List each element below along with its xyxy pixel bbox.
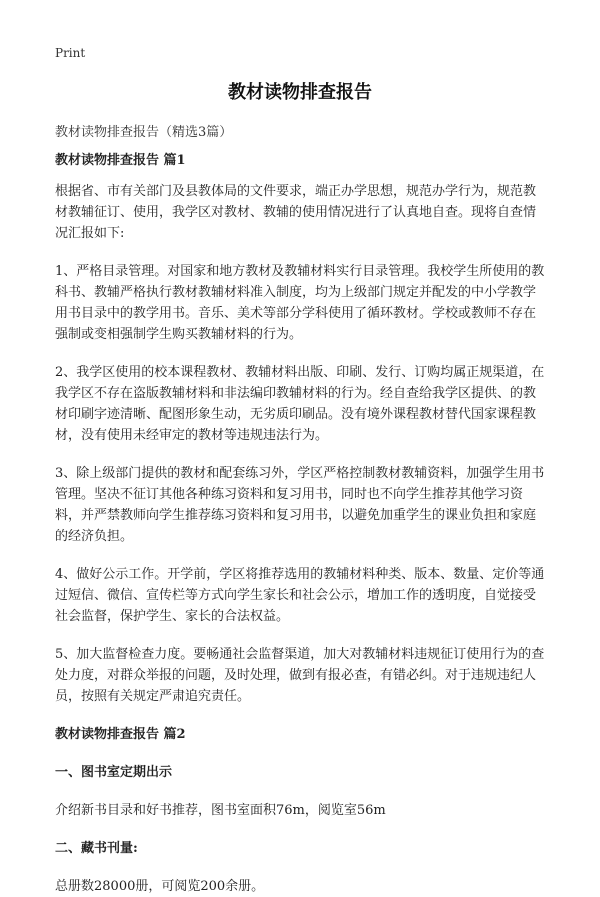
article2-section1-text: 介绍新书目录和好书推荐，图书室面积76m，阅览室56m <box>55 803 386 818</box>
article2-section2-text: 总册数28000册，可阅览200余册。 <box>55 879 265 894</box>
article1-paragraph-1: 1、严格目录管理。对国家和地方教材及教辅材料实行目录管理。我校学生所使用的教科书、教辅严格执行教材教辅材料准入制度，均为上级部门规定并配发的中小学教学用书目录中的教学用书。音乐、美术等部分学科使用了循环教材。学校或教师不存在强制或变相强制学生购买教辅材料的行为。 <box>55 264 545 342</box>
article1-paragraph-4: 4、做好公示工作。开学前，学区将推荐选用的教辅材料种类、版本、数量、定价等通过短信、微信、宣传栏等方式向学生家长和社会公示，增加工作的透明度，自觉接受社会监督，保护学生、家长的合法权益。 <box>55 567 545 624</box>
print-link[interactable]: Print <box>55 46 86 60</box>
article1-heading: 教材读物排查报告 篇1 <box>55 153 186 168</box>
article1-paragraph-5: 5、加大监督检查力度。要畅通社会监督渠道，加大对教辅材料违规征订使用行为的查处力度，对群众举报的问题，及时处理，做到有报必查，有错必纠。对于违规违纪人员，按照有关规定严肃追究责任。 <box>55 647 545 704</box>
article1-paragraph-3: 3、除上级部门提供的教材和配套练习外，学区严格控制教材教辅资料，加强学生用书管理。坚决不征订其他各种练习资料和复习用书，同时也不向学生推荐其他学习资料，并严禁教师向学生推荐练习资料和复习用书，以避免加重学生的课业负担和家庭的经济负担。 <box>55 466 545 544</box>
article2-section1-heading: 一、图书室定期出示 <box>55 765 173 780</box>
article1-paragraph-2: 2、我学区使用的校本课程教材、教辅材料出版、印刷、发行、订购均属正规渠道，在我学区不存在盗版教辅材料和非法编印教辅材料的行为。经自查给我学区提供、的教材印刷字迹清晰、配图形象生动，无劣质印刷品。没有境外课程教材替代国家课程教材，没有使用未经审定的教材等违规违法行为。 <box>55 365 545 443</box>
article-content <box>55 150 548 897</box>
page-subtitle: 教材读物排查报告（精选3篇） <box>55 125 233 140</box>
article1-intro: 根据省、市有关部门及县教体局的文件要求，端正办学思想，规范办学行为，规范教材教辅征订、使用，我学区对教材、教辅的使用情况进行了认真地自查。现将自查情况汇报如下: <box>55 184 537 241</box>
article2-section2-heading: 二、藏书刊量: <box>55 841 138 856</box>
article2-heading: 教材读物排查报告 篇2 <box>55 727 186 742</box>
page-title: 教材读物排查报告 <box>228 82 372 103</box>
